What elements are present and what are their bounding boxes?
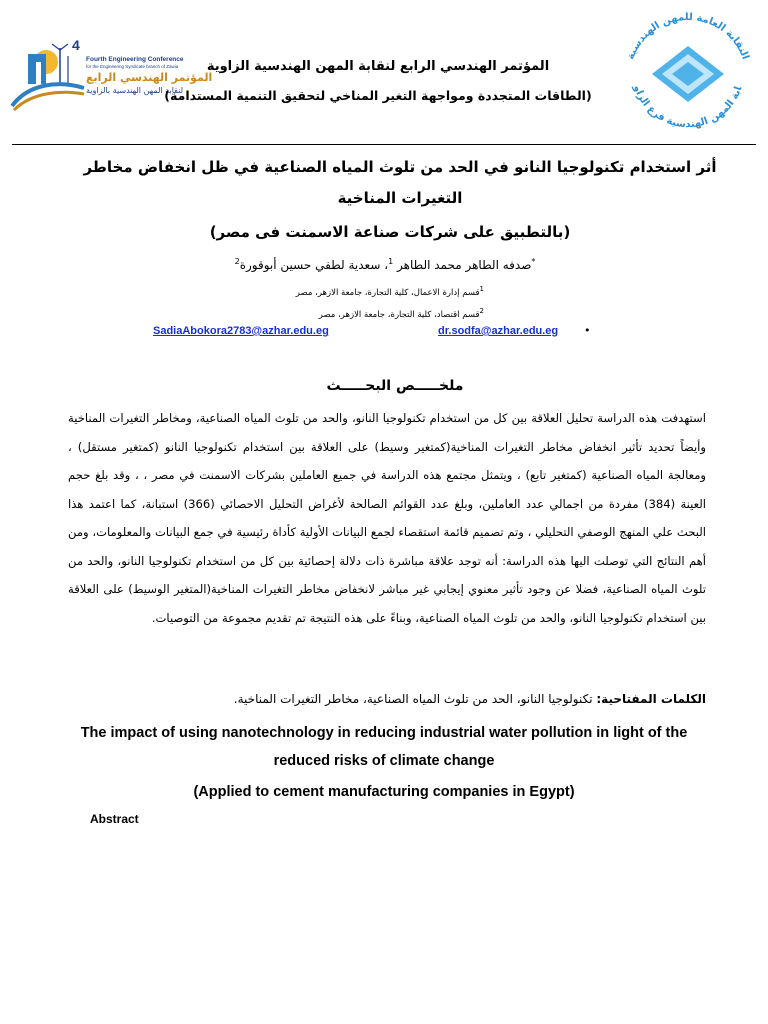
conference-logo-english-title: Fourth Engineering Conference [86, 56, 184, 63]
conference-header [0, 0, 768, 145]
email-bullet: • [584, 324, 591, 337]
svg-text:نقابة المهن الهندسية فرع الزاو: ابة المهن الهندسية فرع الزاو [631, 83, 745, 131]
author-affiliation-mark-2: 2 [234, 257, 240, 266]
keywords-text: تكنولوجيا النانو، الحد من تلوث المياه الصناعية، مخاطر التغيرات المناخية. [233, 692, 597, 706]
paper-title-arabic: أثر استخدام تكنولوجيا النانو في الحد من تلوث المياه الصناعية في ظل انخفاض مخاطر التغيرات المناخية [83, 158, 717, 207]
email-link-abokora[interactable]: SadiaAbokora2783@azhar.edu.eg [153, 325, 329, 337]
conference-logo-english-subtitle: for the Engineering Syndicate branch of Zawia [86, 64, 179, 69]
corresponding-author-mark: * [531, 257, 536, 266]
paper-subtitle-arabic: (بالتطبيق على شركات صناعة الاسمنت فى مصر) [209, 223, 571, 241]
author-list [160, 252, 610, 275]
author-separator: ، [380, 258, 389, 272]
affiliation-number-2: 2 [479, 307, 484, 315]
svg-text:4: 4 [72, 40, 80, 53]
email-link-sodfa[interactable]: dr.sodfa@azhar.edu.eg [438, 325, 559, 337]
syndicate-emblem-icon [612, 8, 762, 138]
paper-subtitle-english: (Applied to cement manufacturing companies in Egypt) [193, 784, 575, 800]
conference-subtitle: (الطاقات المتجددة ومواجهة التغير المناخي لتحقيق التنمية المستدامة) [164, 88, 592, 103]
abstract-heading-arabic: ملخـــــص البحـــــث [326, 378, 464, 394]
conference-logo-arabic-title: المؤتمر الهندسي الرابع [86, 71, 213, 84]
affiliation-text-1: قسم إدارة الاعمال، كلية التجارة، جامعة الازهر، مصر [295, 287, 480, 298]
author-name-1: صدفه الطاهر محمد الطاهر [397, 258, 532, 272]
keywords-label: الكلمات المفتاحية: [596, 692, 706, 706]
abstract-heading-english: Abstract [90, 812, 139, 826]
affiliation-1 [184, 283, 484, 299]
paper-title-english: The impact of using nanotechnology in reducing industrial water pollution in light of the reduced risks of climate change [80, 725, 688, 769]
conference-emblem-icon [8, 40, 86, 115]
keywords-line [100, 687, 706, 711]
affiliation-number-1: 1 [479, 285, 484, 293]
header-divider [12, 144, 756, 145]
author-affiliation-mark-1: 1 [388, 257, 394, 266]
engineering-syndicate-logo [612, 8, 762, 138]
conference-logo-arabic-subtitle: لنقابة المهن الهندسية بالزاوية [86, 86, 184, 95]
svg-text:النقابة العامة للمهن الهندسية: النقابة العامة للمهن الهندسية [625, 11, 751, 62]
abstract-body-arabic: استهدفت هذه الدراسة تحليل العلاقة بين كل من استخدام تكنولوجيا النانو، والحد من تلوث المياه الصناعية، ومخاطر التغيرات المناخية وأيضاً تحديد تأثير انخفاض مخاطر التغيرات المناخية(كمتغير وسيط) على العلاقة بين استخدام تكنولوجيا النانو (كمتغير مستقل) ، ومعالجة المياه الصناعية (كمتغير تابع) ، ويتمثل مجتمع هذه الدراسة في جميع العاملين بشركات الاسمنت في مصر ، ، وقد بلغ حجم العينة (384) مفردة من اجمالي عدد العاملين، وبلغ عدد القوائم الصالحة لأغراض التحليل الاحصائي (366) استبانة، كما اعتمد هذا البحث علي المنهج الوصفي التحليلي ، وتم تصميم قائمة استقصاء لجمع البيانات الأولية كأداة رئيسية في جمع البيانات والمعلومات، ومن أهم النتائج التي توصلت اليها هذه الدراسة: أنه توجد علاقة مباشرة ذات دلالة إحصائية بين كل من استخدام تكنولوجيا النانو، والحد من تلوث المياه الصناعية، فضلا عن وجود تأثير معنوي إيجابي غير مباشر لانخفاض مخاطر التغيرات المناخية(المتغير الوسيط) على العلاقة بين استخدام تكنولوجيا النانو، والحد من تلوث المياه الصناعية، وبناءً على هذه النتيجة تم تقديم مجموعة من التوصيات. [68, 411, 706, 625]
affiliation-2 [184, 305, 484, 321]
author-name-2: سعدية لطفي حسين أبوقورة [239, 258, 381, 272]
conference-title: المؤتمر الهندسي الرابع لنقابة المهن الهندسية الزاوية [206, 59, 550, 74]
affiliation-text-2: قسم اقتصاد، كلية التجارة، جامعة الازهر، مصر [318, 309, 480, 320]
